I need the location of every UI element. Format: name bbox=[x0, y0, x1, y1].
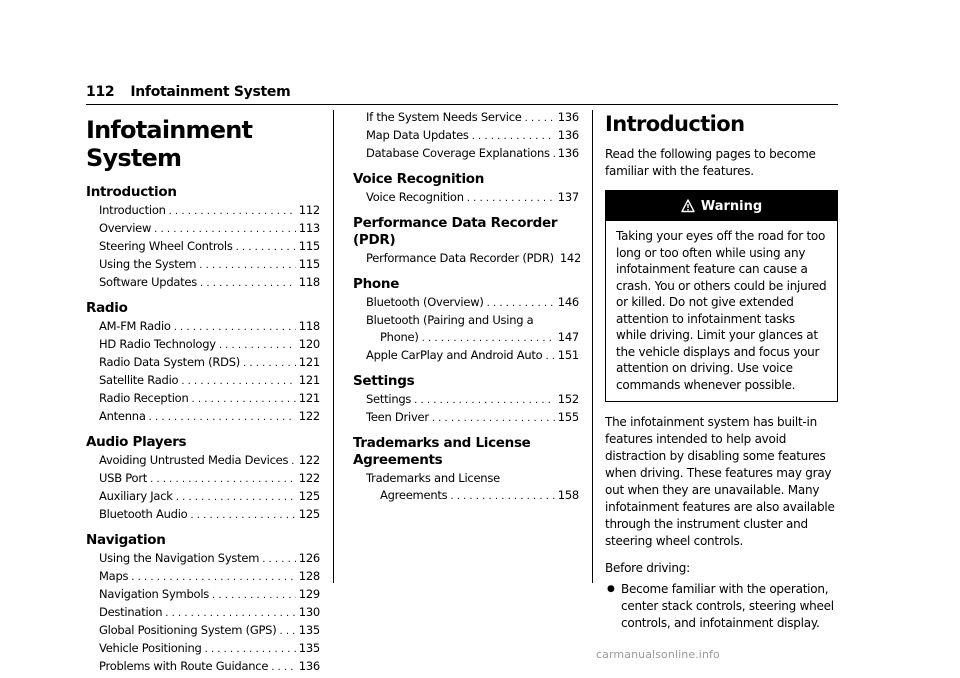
toc-page-number: 126 bbox=[298, 551, 320, 565]
toc-page-number: 128 bbox=[298, 569, 320, 583]
toc-continued-entries bbox=[353, 109, 579, 163]
toc-page-number: 147 bbox=[557, 330, 579, 344]
toc-entry[interactable] bbox=[86, 354, 320, 372]
leader-dots bbox=[236, 239, 296, 256]
page-header bbox=[86, 84, 838, 103]
toc-entry-title: Trademarks and License bbox=[366, 471, 500, 485]
toc-entry[interactable] bbox=[86, 372, 320, 390]
toc-page-number: 121 bbox=[298, 373, 320, 387]
toc-entry-title: Using the Navigation System bbox=[99, 551, 260, 565]
toc-entry-title: Auxiliary Jack bbox=[99, 489, 173, 503]
leader-dots bbox=[472, 128, 555, 145]
toc-entry-title: AM-FM Radio bbox=[99, 319, 171, 333]
toc-page-number: 136 bbox=[557, 146, 579, 160]
toc-entry[interactable] bbox=[353, 145, 579, 163]
toc-entry[interactable] bbox=[86, 488, 320, 506]
toc-page-number: 130 bbox=[298, 605, 320, 619]
toc-entry[interactable] bbox=[353, 329, 579, 347]
leader-dots bbox=[176, 489, 296, 506]
toc-section-heading: Performance Data Recorder (PDR) bbox=[353, 215, 558, 248]
toc-entry[interactable] bbox=[353, 487, 579, 505]
toc-page-number: 152 bbox=[557, 392, 579, 406]
body-paragraph: The infotainment system has built-in features intended to help avoid distraction by disabling some features when driving. These features may gray out when they are unavailable. Many infotainment features are also available through the instrument cluster and steering wheel controls. bbox=[605, 415, 835, 548]
toc-page-number: 129 bbox=[298, 587, 320, 601]
toc-entry[interactable] bbox=[86, 408, 320, 426]
leader-dots bbox=[149, 409, 296, 426]
toc-entry-title: USB Port bbox=[99, 471, 148, 485]
toc-entry[interactable] bbox=[86, 604, 320, 622]
toc-page-number: 118 bbox=[298, 319, 320, 333]
toc-page-number: 136 bbox=[557, 110, 579, 124]
toc-entry-title: Bluetooth (Overview) bbox=[366, 295, 484, 309]
toc-entry[interactable] bbox=[86, 622, 320, 640]
toc-page-number: 158 bbox=[557, 488, 579, 502]
toc-entry[interactable] bbox=[86, 318, 320, 336]
toc-entry-title: Using the System bbox=[99, 257, 197, 271]
toc-list bbox=[353, 391, 579, 427]
toc-page-number: 137 bbox=[557, 190, 579, 204]
toc-entry-title: Overview bbox=[99, 221, 152, 235]
toc-entry[interactable] bbox=[86, 238, 320, 256]
toc-page-number: 135 bbox=[298, 623, 320, 637]
leader-dots bbox=[131, 569, 296, 586]
toc-page-number: 142 bbox=[559, 251, 582, 265]
page-number: 112 bbox=[86, 84, 115, 100]
leader-dots bbox=[192, 391, 296, 408]
toc-entry[interactable] bbox=[86, 550, 320, 568]
leader-dots bbox=[525, 110, 555, 127]
toc-section-heading: Audio Players bbox=[86, 434, 187, 450]
leader-dots bbox=[150, 471, 296, 488]
leader-dots bbox=[545, 348, 554, 365]
toc-entry-title: Voice Recognition bbox=[366, 190, 464, 204]
leader-dots bbox=[212, 587, 296, 604]
toc-entry[interactable] bbox=[86, 336, 320, 354]
leader-dots bbox=[432, 410, 555, 427]
chapter-title: Infotainment System bbox=[86, 116, 253, 172]
toc-entry[interactable] bbox=[86, 274, 320, 292]
toc-list bbox=[353, 470, 579, 505]
toc-entry-title: Map Data Updates bbox=[366, 128, 469, 142]
toc-entry[interactable] bbox=[353, 347, 579, 365]
toc-entry[interactable] bbox=[353, 409, 579, 427]
leader-dots bbox=[467, 190, 555, 207]
leader-dots bbox=[553, 146, 555, 163]
toc-entry-title: Navigation Symbols bbox=[99, 587, 210, 601]
toc-column-2 bbox=[353, 108, 582, 505]
toc-entry-title: Database Coverage Explanations bbox=[366, 146, 550, 160]
toc-page-number: 136 bbox=[557, 128, 579, 142]
toc-entry[interactable] bbox=[86, 586, 320, 604]
leader-dots bbox=[271, 659, 296, 676]
toc-page-number: 113 bbox=[298, 221, 320, 235]
leader-dots bbox=[205, 641, 296, 658]
leader-dots bbox=[487, 295, 555, 312]
toc-list bbox=[353, 250, 582, 268]
toc-page-number: 155 bbox=[557, 410, 579, 424]
warning-triangle-icon bbox=[681, 199, 695, 213]
leader-dots bbox=[414, 392, 555, 409]
section-title: Introduction bbox=[605, 112, 745, 136]
toc-entry[interactable] bbox=[86, 220, 320, 238]
toc-page-number: 136 bbox=[298, 659, 320, 673]
leader-dots bbox=[174, 319, 296, 336]
leader-dots bbox=[169, 203, 296, 220]
watermark: carmanualsonline.info bbox=[596, 648, 720, 661]
toc-section-heading: Voice Recognition bbox=[353, 171, 485, 187]
toc-entry[interactable] bbox=[86, 452, 320, 470]
toc-entry[interactable] bbox=[353, 391, 579, 409]
toc-entry-title: Performance Data Recorder (PDR) bbox=[366, 251, 554, 265]
toc-entry-title: Vehicle Positioning bbox=[99, 641, 202, 655]
toc-page-number: 135 bbox=[298, 641, 320, 655]
toc-page-number: 121 bbox=[298, 355, 320, 369]
leader-dots bbox=[181, 373, 295, 390]
leader-dots bbox=[219, 337, 296, 354]
bullet-item bbox=[605, 581, 838, 632]
toc-page-number: 146 bbox=[557, 295, 579, 309]
toc-page-number: 112 bbox=[298, 203, 320, 217]
toc-entry-title: Destination bbox=[99, 605, 163, 619]
toc-entry-title: Phone) bbox=[380, 330, 419, 344]
leader-dots bbox=[422, 330, 555, 347]
bullet-list bbox=[605, 581, 838, 632]
leader-dots bbox=[291, 453, 296, 470]
toc-section-heading: Radio bbox=[86, 300, 128, 316]
toc-entry[interactable] bbox=[86, 390, 320, 408]
toc-entry-title: Bluetooth Audio bbox=[99, 507, 188, 521]
toc-entry[interactable] bbox=[86, 202, 320, 220]
toc-entry[interactable] bbox=[353, 109, 579, 127]
warning-text: Taking your eyes off the road for too long or too often while using any infotainment feature can cause a crash. You or others could be injured or killed. Do not give extended attention to infotainment tasks while driving. Limit your glances at the vehicle displays and focus your attention on driving. Use voice commands whenever possible. bbox=[616, 229, 827, 392]
warning-label: Warning bbox=[700, 198, 763, 214]
toc-page-number: 115 bbox=[298, 257, 320, 271]
body-paragraph: Before driving: bbox=[605, 561, 690, 575]
toc-page-number: 122 bbox=[298, 453, 320, 467]
toc-page-number: 125 bbox=[298, 507, 320, 521]
toc-list bbox=[353, 189, 579, 207]
warning-box bbox=[605, 190, 838, 402]
toc-page-number: 122 bbox=[298, 471, 320, 485]
toc-page-number: 120 bbox=[298, 337, 320, 351]
toc-entry[interactable] bbox=[353, 250, 582, 268]
toc-entry-title: Introduction bbox=[99, 203, 166, 217]
leader-dots bbox=[154, 221, 296, 238]
leader-dots bbox=[279, 623, 295, 640]
toc-section-heading: Phone bbox=[353, 276, 400, 292]
toc-entry-title: Apple CarPlay and Android Auto bbox=[366, 348, 543, 362]
toc-section-heading: Introduction bbox=[86, 184, 177, 200]
toc-entry-title: HD Radio Technology bbox=[99, 337, 216, 351]
toc-entry[interactable] bbox=[86, 640, 320, 658]
toc-entry-title: Maps bbox=[99, 569, 129, 583]
header-rule bbox=[86, 104, 838, 105]
toc-list bbox=[353, 294, 579, 365]
toc-entry-title: Software Updates bbox=[99, 275, 197, 289]
toc-entry[interactable] bbox=[353, 189, 579, 207]
column-divider bbox=[592, 110, 593, 583]
header-title: Infotainment System bbox=[130, 84, 291, 100]
toc-entry[interactable] bbox=[86, 506, 320, 524]
toc-entry-title: Radio Data System (RDS) bbox=[99, 355, 240, 369]
toc-entry-title: Antenna bbox=[99, 409, 146, 423]
toc-entry-title: Problems with Route Guidance bbox=[99, 659, 269, 673]
toc-entry-title: If the System Needs Service bbox=[366, 110, 522, 124]
warning-header bbox=[606, 191, 837, 221]
leader-dots bbox=[450, 488, 554, 505]
leader-dots bbox=[165, 605, 296, 622]
toc-entry-title: Agreements bbox=[380, 488, 448, 502]
leader-dots bbox=[200, 275, 296, 292]
toc-section-heading: Trademarks and License Agreements bbox=[353, 435, 531, 468]
toc-entry[interactable] bbox=[86, 568, 320, 586]
toc-list bbox=[86, 318, 320, 426]
toc-entry[interactable] bbox=[353, 294, 579, 312]
toc-section-heading: Navigation bbox=[86, 532, 166, 548]
toc-page-number: 151 bbox=[557, 348, 579, 362]
toc-entry-title: Settings bbox=[366, 392, 412, 406]
toc-entry-title: Avoiding Untrusted Media Devices bbox=[99, 453, 289, 467]
column-divider bbox=[333, 110, 334, 583]
leader-dots bbox=[243, 355, 296, 372]
toc-column-1 bbox=[86, 108, 320, 676]
toc-page-number: 125 bbox=[298, 489, 320, 503]
leader-dots bbox=[262, 551, 296, 568]
leader-dots bbox=[190, 507, 295, 524]
toc-section-heading: Settings bbox=[353, 373, 415, 389]
toc-sections bbox=[86, 184, 320, 676]
toc-entry-title: Bluetooth (Pairing and Using a bbox=[366, 313, 534, 327]
toc-entry-title: Satellite Radio bbox=[99, 373, 179, 387]
toc-entry[interactable] bbox=[86, 470, 320, 488]
toc-entry-title: Global Positioning System (GPS) bbox=[99, 623, 277, 637]
toc-page-number: 115 bbox=[298, 239, 320, 253]
leader-dots bbox=[199, 257, 296, 274]
toc-list bbox=[86, 452, 320, 524]
toc-entry[interactable] bbox=[86, 256, 320, 274]
toc-entry[interactable] bbox=[353, 127, 579, 145]
bullet-icon: ● bbox=[607, 584, 615, 594]
introduction-column bbox=[605, 108, 838, 632]
toc-list bbox=[86, 550, 320, 676]
toc-entry[interactable] bbox=[86, 658, 320, 676]
toc-entry-title: Teen Driver bbox=[366, 410, 429, 424]
toc-page-number: 118 bbox=[298, 275, 320, 289]
toc-sections bbox=[353, 171, 582, 505]
toc-page-number: 122 bbox=[298, 409, 320, 423]
intro-paragraph: Read the following pages to become familiar with the features. bbox=[605, 147, 816, 178]
toc-entry-title: Steering Wheel Controls bbox=[99, 239, 233, 253]
toc-list bbox=[86, 202, 320, 292]
toc-page-number: 121 bbox=[298, 391, 320, 405]
toc-entry-title: Radio Reception bbox=[99, 391, 189, 405]
bullet-text: Become familiar with the operation, center stack controls, steering wheel controls, and infotainment display. bbox=[621, 582, 834, 630]
